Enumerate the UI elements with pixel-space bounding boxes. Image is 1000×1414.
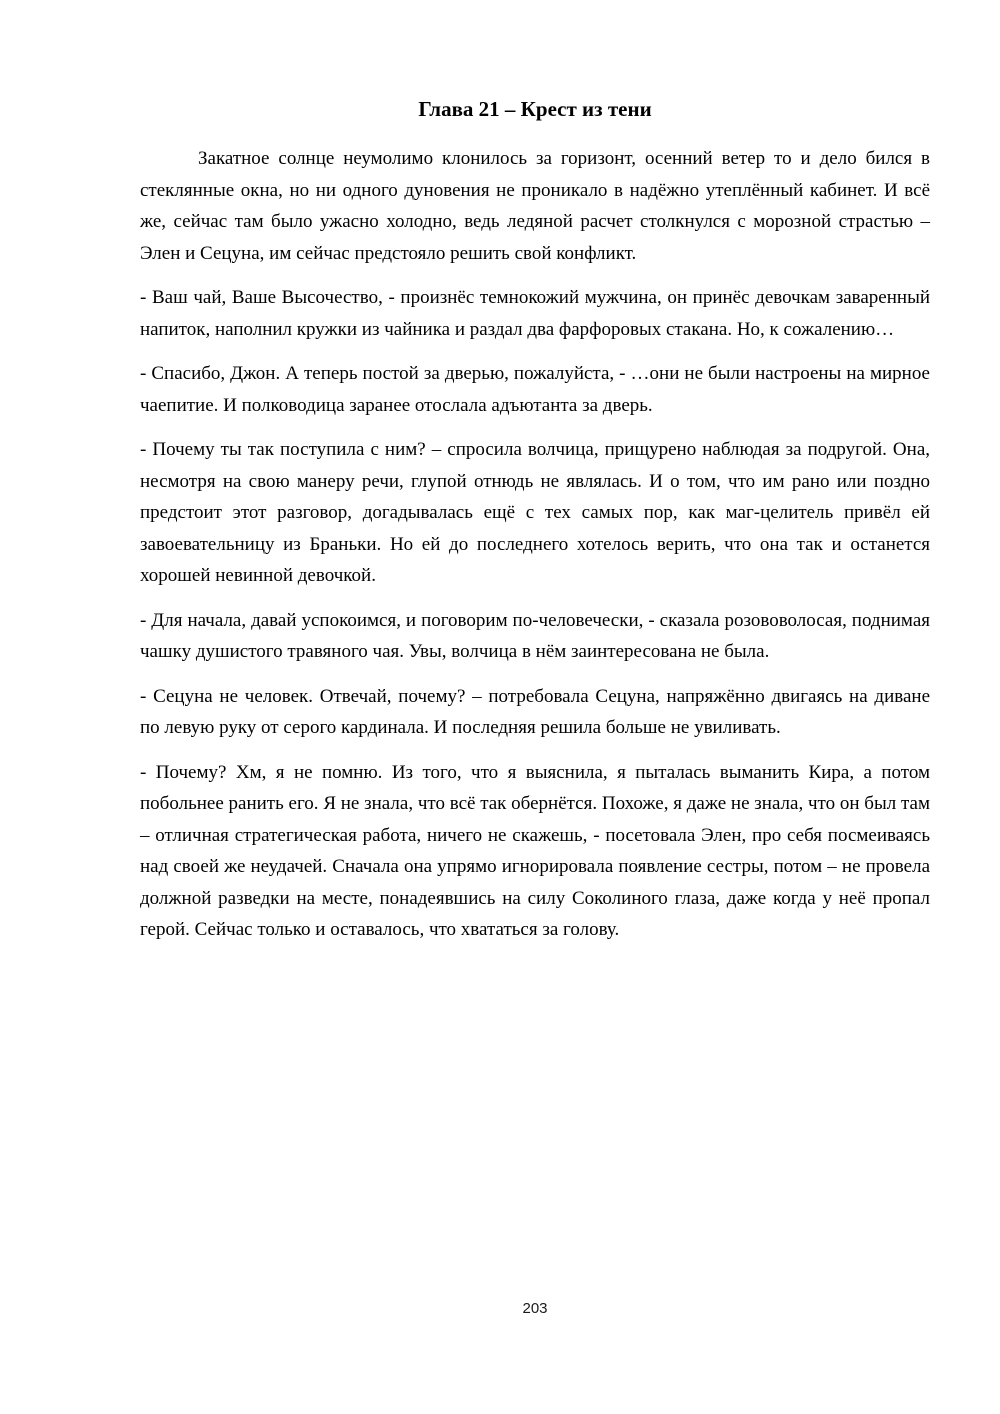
page-number: 203 — [522, 1300, 548, 1317]
paragraph-dialogue: - Спасибо, Джон. А теперь постой за дверью, пожалуйста, - …они не были настроены на мирное чаепитие. И полководица заранее отослала адъютанта за дверь. — [140, 363, 930, 416]
paragraph-dialogue: - Сецуна не человек. Отвечай, почему? – потребовала Сецуна, напряжённо двигаясь на диване по левую руку от серого кардинала. И последняя решила больше не увиливать. — [140, 685, 930, 738]
chapter-title: Глава 21 – Крест из тени — [418, 97, 652, 121]
paragraph-dialogue: - Почему ты так поступила с ним? – спросила волчица, прищурено наблюдая за подругой. Она, несмотря на свою манеру речи, глупой отнюдь не являлась. И о том, что им рано или поздно предстоит этот разговор, догадывалась ещё с тех самых пор, как маг-целитель привёл ей завоевательницу из Браньки. Но ей до последнего хотелось верить, что она так и останется хорошей невинной девочкой. — [140, 439, 930, 586]
paragraph-dialogue: - Для начала, давай успокоимся, и поговорим по-человечески, - сказала розововолосая, поднимая чашку душистого травяного чая. Увы, волчица в нём заинтересована не была. — [140, 609, 930, 662]
paragraph-dialogue: - Ваш чай, Ваше Высочество, - произнёс темнокожий мужчина, он принёс девочкам заваренный напиток, наполнил кружки из чайника и раздал два фарфоровых стакана. Но, к сожалению… — [140, 287, 930, 340]
paragraph-dialogue: - Почему? Хм, я не помню. Из того, что я выяснила, я пыталась выманить Кира, а потом побольнее ранить его. Я не знала, что всё так обернётся. Похоже, я даже не знала, что он был там – отличная стратегическая работа, ничего не скажешь, - посетовала Элен, про себя посмеиваясь над своей же неудачей. Сначала она упрямо игнорировала появление сестры, потом – не провела должной разведки на месте, понадеявшись на силу Соколиного глаза, даже когда у неё пропал герой. Сейчас только и оставалось, что хвататься за голову. — [140, 761, 930, 940]
paragraph-narrative: Закатное солнце неумолимо клонилось за горизонт, осенний ветер то и дело бился в стеклянные окна, но ни одного дуновения не проникало в надёжно утеплённый кабинет. И всё же, сейчас там было ужасно холодно, ведь ледяной расчет столкнулся с морозной страстью – Элен и Сецуна, им сейчас предстояло решить свой конфликт. — [140, 148, 930, 264]
chapter-body — [140, 143, 930, 946]
